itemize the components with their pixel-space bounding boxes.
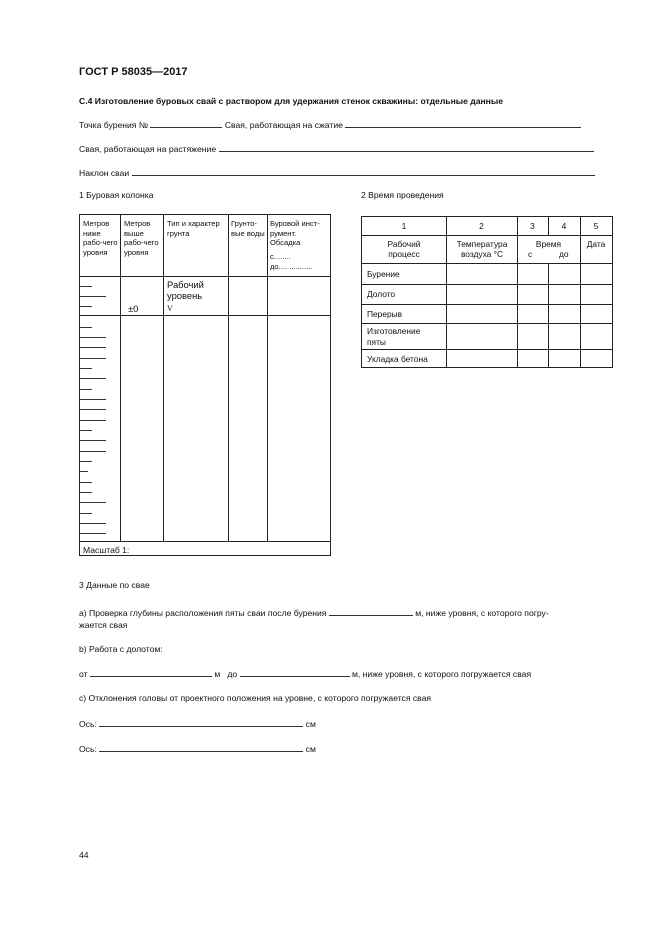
scale-tick [80,286,92,287]
pile-incline-label: Наклон сваи [79,168,130,178]
row-heel-label: Изготовление пяты [367,326,421,347]
col-number-5: 5 [593,221,599,231]
item-b-to-blank [240,668,350,677]
pile-compression-label: Свая, работающая на сжатие [224,120,343,130]
scale-tick [80,358,106,359]
scale-tick [80,389,92,390]
col-number-3: 3 [530,221,535,231]
col-number-2: 2 [479,221,484,231]
pile-compression-blank [345,119,581,128]
pile-tension-label: Свая, работающая на растяжение [79,144,217,154]
row-divider [362,263,612,264]
row-divider [362,323,612,324]
scale-tick [80,451,106,452]
col-soil-header: Тип и характер грунта [167,219,220,238]
col-to-header: до [559,249,569,259]
axis-1-unit: см [305,719,316,729]
scale-tick [80,430,92,431]
col-tool-to: до.... ........... [270,262,313,271]
col-divider [163,215,164,541]
col-above-header: Метров выше рабо-чего уровня [124,219,159,257]
col-temp-header: Температура воздуха °С [456,239,508,259]
header-divider [80,276,330,277]
axis-2-unit: см [305,744,316,754]
scale-tick [80,523,106,524]
pile-incline-blank [132,167,595,176]
scale-tick [80,306,92,307]
scale-tick [80,533,106,534]
scale-tick [80,347,106,348]
item-a-text: а) Проверка глубины расположения пяты сваи после бурения [79,608,327,618]
drilling-column-table [79,214,331,556]
scale-label: Масштаб 1: [83,545,130,555]
col-date-header: Дата [586,239,606,249]
level-divider [80,315,330,316]
item-b-to-label: до [227,669,238,679]
scale-tick [80,440,106,441]
scale-tick [80,420,106,421]
col-divider [228,215,229,541]
item-b-m-label: м [214,669,221,679]
row-break-label: Перерыв [367,309,403,319]
row-drilling-label: Бурение [367,269,400,279]
item-b-from-label: от [79,669,88,679]
col-number-4: 4 [561,221,567,231]
scale-tick [80,327,92,328]
row-divider [362,235,612,236]
row-divider [362,284,612,285]
col-number-1: 1 [401,221,407,231]
col-tool-header: Буровой инст-румент. Обсадка [270,219,320,248]
item-a-blank [329,607,413,616]
item-a-continuation: жается свая [79,620,128,630]
scale-tick [80,337,106,338]
drill-point-label: Точка бурения № [79,120,149,130]
scale-divider [80,541,330,542]
right-table-caption: 2 Время проведения [361,190,444,200]
scale-tick [80,461,92,462]
axis-2-blank [99,743,303,752]
scale-tick [80,482,92,483]
row-chisel-label: Долото [367,289,396,299]
scale-tick [80,513,92,514]
row-divider [362,304,612,305]
col-from-header: с [528,249,533,259]
scale-tick [80,502,106,503]
col-time-header: Время [535,239,562,249]
item-c-text: с) Отклонения головы от проектного положения на уровне, с которого погружается свая [79,693,432,703]
document-title: ГОСТ Р 58035—2017 [79,66,188,78]
item-b-text: b) Работа с долотом: [79,644,163,654]
axis-1-blank [99,718,303,727]
axis-2-line [79,743,316,753]
axis-2-label: Ось: [79,744,97,754]
item-a-unit: м, ниже уровня, с которого погру- [415,608,549,618]
item-b-from-blank [90,668,212,677]
axis-1-label: Ось: [79,719,97,729]
col-divider [120,215,121,541]
row-concrete-label: Укладка бетона [367,354,428,364]
pile-data-heading: 3 Данные по свае [79,580,150,590]
zero-mark: ±0 [128,303,139,314]
col-divider [446,217,447,367]
section-heading: С.4 Изготовление буровых свай с раствором для удержания стенок скважины: отдельные данные [79,96,503,106]
col-divider [548,263,549,367]
pile-tension-field [79,143,594,153]
scale-tick [80,471,88,472]
level-mark-symbol: V [167,304,173,313]
col-groundwater-header: Грунто-вые воды [231,219,265,238]
col-process-header: Рабочий процесс [387,239,421,259]
scale-tick [80,399,106,400]
col-divider [267,215,268,541]
scale-tick [80,492,92,493]
item-b-range-line [79,668,531,678]
row-divider [362,349,612,350]
work-level-label: Рабочий уровень [167,279,204,301]
drill-point-blank [150,119,222,128]
scale-tick [80,296,106,297]
time-table [361,216,613,368]
scale-tick [80,368,92,369]
item-a-line [79,607,549,617]
scale-tick [80,378,106,379]
scale-tick [80,409,106,410]
item-b-tail: м, ниже уровня, с которого погружается свая [351,669,532,679]
drill-point-field [79,119,581,129]
pile-incline-field [79,167,595,177]
left-table-caption: 1 Буровая колонка [79,190,154,200]
pile-tension-blank [219,143,594,152]
col-below-header: Метров ниже рабо-чего уровня [83,219,118,257]
col-tool-from: с........ [270,252,291,261]
page-number: 44 [79,850,89,860]
axis-1-line [79,718,316,728]
